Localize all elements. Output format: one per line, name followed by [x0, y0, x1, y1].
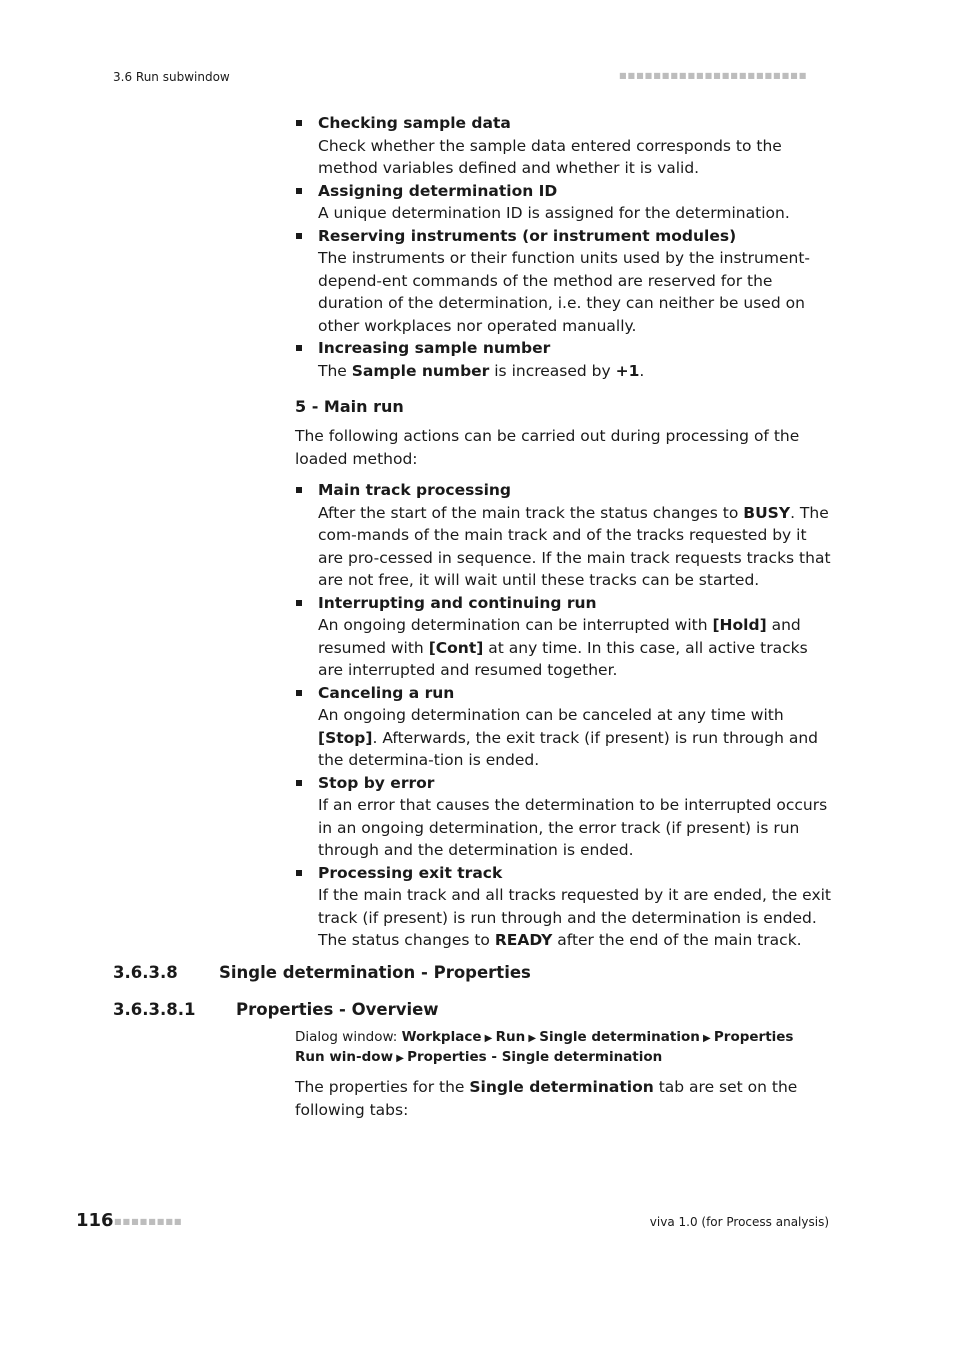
bullet-square-icon — [296, 188, 302, 194]
bullet-description-emphasis: READY — [494, 931, 553, 949]
main-content — [295, 112, 835, 952]
bullet-description: An ongoing determination can be interrupted with [Hold] and resumed with [Cont] at any time. In this case, all active tracks are interrupted and resumed together. — [318, 616, 808, 679]
bullet-square-icon — [296, 120, 302, 126]
bullet-description-emphasis: Sample number — [351, 361, 490, 380]
dialog-path-item: Single determination — [539, 1029, 700, 1045]
bullet-square-icon — [296, 345, 302, 351]
bullet-title: Interrupting and continuing run — [318, 593, 597, 612]
bullet-square-icon — [296, 600, 302, 606]
footer-dots-decoration: ■■■■■■■■ — [114, 1218, 182, 1226]
bullet-item — [295, 337, 835, 382]
bullet-title: Increasing sample number — [318, 339, 551, 357]
bullet-title: Processing exit track — [318, 863, 503, 882]
bullet-item — [295, 592, 835, 682]
section-5-title: 5 - Main run — [295, 397, 404, 416]
bullet-item — [295, 479, 835, 592]
bullet-description: If an error that causes the determination to be interrupted occurs in an ongoing determination, the error track (if present) is run through and the determination is ended. — [318, 796, 828, 859]
bullet-item — [295, 180, 835, 225]
bullet-description: Check whether the sample data entered corresponds to the method variables defined and whether it is valid. — [318, 136, 782, 177]
bullet-list-pre-run — [295, 112, 835, 382]
bullet-description-emphasis: +1 — [615, 361, 640, 380]
bullet-item — [295, 772, 835, 862]
dialog-path-item: Workplace — [401, 1029, 482, 1045]
bullet-title: Checking sample data — [318, 114, 511, 132]
bullet-square-icon — [296, 780, 302, 786]
bullet-description-emphasis: [Cont] — [428, 638, 484, 657]
bullet-title: Stop by error — [318, 773, 435, 792]
bullet-list-main-run — [295, 479, 835, 952]
dialog-path-item: Run — [495, 1029, 526, 1045]
bullet-title: Assigning determination ID — [318, 181, 558, 200]
running-header-section: 3.6 Run subwindow — [113, 70, 230, 84]
heading-title: Single determination - Properties — [219, 963, 531, 982]
bullet-square-icon — [296, 870, 302, 876]
footer-product: viva 1.0 (for Process analysis) — [649, 1215, 829, 1229]
bullet-description: An ongoing determination can be canceled at any time with [Stop]. Afterwards, the exit track (if present) is run through and the determina-tion is ended. — [318, 706, 818, 769]
path-separator-icon: ▶ — [481, 1033, 496, 1044]
header-dots-decoration: ■■■■■■■■■■■■■■■■■■■■■■ — [619, 71, 808, 80]
bullet-description: A unique determination ID is assigned for the determination. — [318, 204, 790, 222]
bullet-description: After the start of the main track the status changes to BUSY. The com-mands of the main track and of the tracks requested by it are pro-cessed in sequence. If the main track requests tracks that are not free, it will wait until these tracks can be started. — [318, 503, 831, 589]
properties-paragraph-emphasis: Single determination — [469, 1078, 654, 1096]
bullet-square-icon — [296, 690, 302, 696]
bullet-item — [295, 682, 835, 772]
properties-paragraph: The properties for the Single determination tab are set on the following tabs: — [295, 1078, 798, 1119]
bullet-square-icon — [296, 487, 302, 493]
heading-number: 3.6.3.8.1 — [113, 1000, 196, 1019]
path-separator-icon: ▶ — [699, 1033, 714, 1044]
bullet-item — [295, 862, 835, 952]
bullet-title: Main track processing — [318, 481, 512, 499]
bullet-item — [295, 112, 835, 180]
section-5-intro: The following actions can be carried out during processing of the loaded method: — [295, 427, 800, 468]
heading-title: Properties - Overview — [236, 1000, 439, 1019]
bullet-description: The instruments or their function units used by the instrument-depend-ent commands of the method are reserved for the duration of the determination, i.e. they can neither be used on other workplaces nor operated manually. — [318, 249, 810, 335]
dialog-path-item: Properties Run win-dow — [295, 1029, 794, 1065]
dialog-path-item: Properties - Single determination — [407, 1049, 663, 1065]
heading-3-6-3-8-1 — [113, 1000, 439, 1019]
bullet-title: Canceling a run — [318, 683, 455, 702]
bullet-description: If the main track and all tracks requested by it are ended, the exit track (if present) is run through and the determination is ended. The status changes to READY after the end of the main track. — [318, 886, 831, 949]
bullet-description: The Sample number is increased by +1. — [318, 361, 645, 380]
dialog-window-path: Dialog window: Workplace ▶ Run ▶ Single determination ▶ Properties Run win-dow ▶ Properties - Single determination — [295, 1029, 794, 1065]
path-separator-icon: ▶ — [393, 1053, 408, 1064]
heading-number: 3.6.3.8 — [113, 963, 178, 982]
path-separator-icon: ▶ — [525, 1033, 540, 1044]
bullet-description-emphasis: BUSY — [743, 503, 791, 522]
heading-3-6-3-8 — [113, 963, 531, 982]
bullet-title: Reserving instruments (or instrument modules) — [318, 226, 737, 245]
bullet-description-emphasis: [Stop] — [318, 728, 373, 747]
bullet-description-emphasis: [Hold] — [712, 616, 767, 634]
bullet-item — [295, 225, 835, 338]
bullet-square-icon — [296, 233, 302, 239]
page-number: 116 — [76, 1210, 114, 1231]
